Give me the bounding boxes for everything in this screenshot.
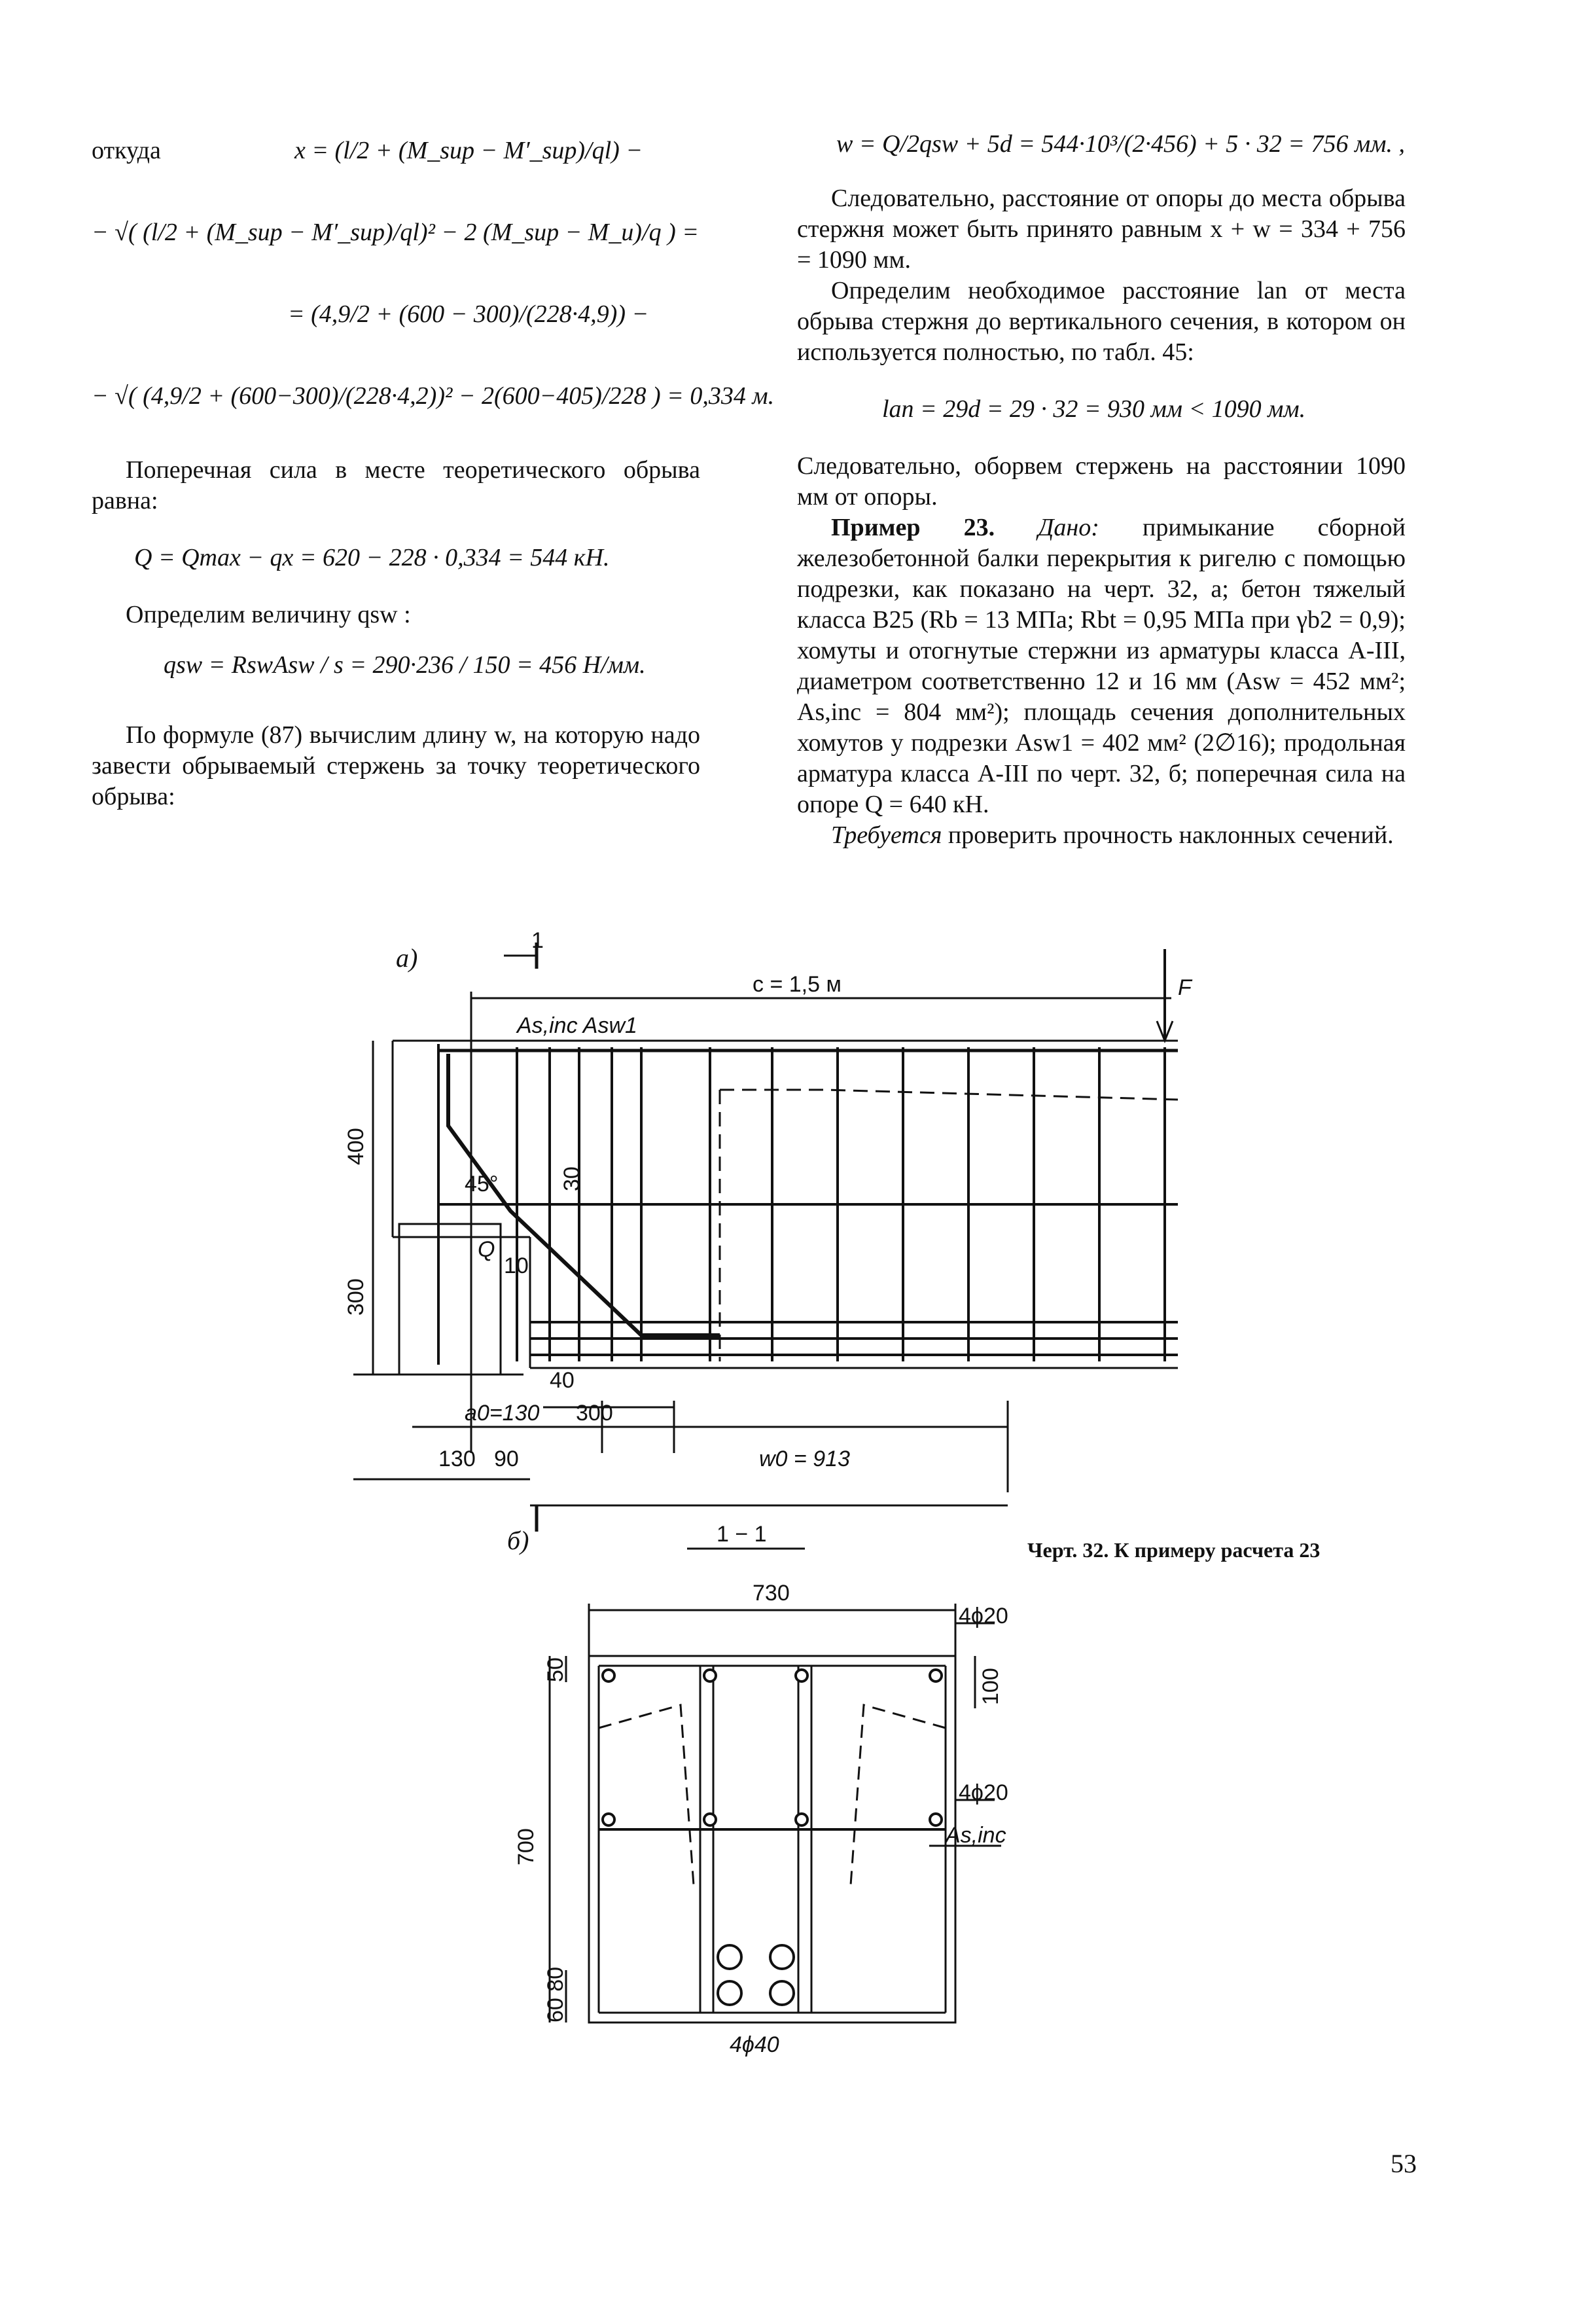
angle-label: 45° xyxy=(465,1172,499,1196)
formula-x2: − √( (l/2 + (M_sup − M′_sup)/ql)² − 2 (M_sup − M_u)/q ) = xyxy=(92,218,699,246)
bottom-bars-label: 4ϕ40 xyxy=(730,2032,779,2057)
top-bars-label: 4ϕ20 xyxy=(959,1604,1008,1628)
paragraph-lan: Определим необходимое расстояние lan от места обрыва стержня до вертикального сечения, в котором он используется полностью, по табл. 45: xyxy=(797,277,1406,366)
formula-Q: Q = Qmax − qx = 620 − 228 · 0,334 = 544 кН. xyxy=(134,544,610,571)
formula-x-line1 xyxy=(92,111,700,190)
figure-b-drawing xyxy=(471,1519,1047,2062)
dim-300-vertical: 300 xyxy=(344,1278,368,1316)
dim-40: 40 xyxy=(550,1368,575,1393)
example-text: примыкание сборной железобетонной балки перекрытия к ригелю с помощью подрезки, как показано на черт. 32, а; бетон тяжелый класса В25 (Rb = 13 МПа; Rbt = 0,95 МПа при γb2 = 0,9); хомуты и отогнутые стержни из арматуры класса А-III, диаметром соответственно 12 и 16 мм (Asw = 452 мм²; As,inc = 804 мм²); площадь сечения дополнительных хомутов у подрезки Asw1 = 402 мм² (2∅16); продольная арматура класса А-III по черт. 32, б; поперечная сила на опоре Q = 640 кН. xyxy=(797,514,1406,818)
formula-x-line2 xyxy=(92,190,700,275)
paragraph-break-distance: Следовательно, расстояние от опоры до места обрыва стержня может быть принято равным x + w = 334 + 756 = 1090 мм. xyxy=(797,185,1406,274)
formula-x4: − √( (4,9/2 + (600−300)/(228·4,2))² − 2(600−405)/228 ) = 0,334 м. xyxy=(92,382,775,410)
paragraph-required xyxy=(797,820,1406,851)
figure-b-label: б) xyxy=(507,1526,529,1555)
reinforcement-label: As,inc Asw1 xyxy=(517,1013,637,1038)
required-text: проверить прочность наклонных сечений. xyxy=(948,821,1394,849)
As-inc-label: As,inc xyxy=(946,1823,1006,1848)
width-730: 730 xyxy=(753,1581,790,1606)
formula-x3: = (4,9/2 + (600 − 300)/(228·4,9)) − xyxy=(288,300,649,328)
formula-w: w = Q/2qsw + 5d = 544·10³/(2·456) + 5 · 32 = 756 мм. , xyxy=(836,130,1405,158)
formula-lan: lan = 29d = 29 · 32 = 930 мм < 1090 мм. xyxy=(882,395,1306,423)
figure-a-label: а) xyxy=(396,943,418,973)
formula-x-line3 xyxy=(92,275,700,353)
page-number: 53 xyxy=(1391,2149,1417,2178)
paragraph-example23 xyxy=(797,512,1406,820)
paragraph-shear-force: Поперечная сила в месте теоретического обрыва равна: xyxy=(92,456,700,514)
formula-x-line4 xyxy=(92,353,775,439)
dim-90: 90 xyxy=(494,1447,519,1471)
mid-bars-label: 4ϕ20 xyxy=(959,1780,1008,1805)
formula-x1: x = (l/2 + (M_sup − M′_sup)/ql) − xyxy=(294,136,643,164)
dano-label: Дано: xyxy=(1038,514,1099,541)
required-label: Требуется xyxy=(831,821,942,849)
otkuda-label: откуда xyxy=(92,136,161,164)
figure-caption: Черт. 32. К примеру расчета 23 xyxy=(1027,1538,1321,1562)
left-column xyxy=(92,111,775,812)
paragraph-cut-bar: Следовательно, оборвем стержень на расстоянии 1090 мм от опоры. xyxy=(797,452,1406,511)
paragraph-formula87: По формуле (87) вычислим длину w, на которую надо завести обрываемый стержень за точку теоретического обрыва: xyxy=(92,721,700,810)
dim-60-80: 60 80 xyxy=(543,1966,568,2022)
dim-a0: a0=130 xyxy=(465,1401,540,1426)
dim-30: 30 xyxy=(559,1166,584,1191)
dim-300-horizontal: 300 xyxy=(576,1401,613,1426)
dim-10: 10 xyxy=(504,1253,529,1278)
c-dimension: c = 1,5 м xyxy=(753,972,842,997)
example-title: Пример 23. xyxy=(831,514,995,541)
dim-100: 100 xyxy=(978,1668,1003,1705)
dim-400: 400 xyxy=(344,1128,368,1165)
height-700: 700 xyxy=(514,1828,539,1865)
figure-a-drawing xyxy=(344,928,1269,1532)
paragraph-qsw: Определим величину qsw : xyxy=(126,601,411,628)
dim-w0: w0 = 913 xyxy=(759,1447,850,1471)
section-mark-top: 1 xyxy=(531,928,544,953)
formula-qsw: qsw = RswAsw / s = 290·236 / 150 = 456 Н/мм. xyxy=(164,651,646,679)
force-label: F xyxy=(1178,975,1192,1000)
reaction-Q: Q xyxy=(478,1237,495,1262)
dim-130: 130 xyxy=(438,1447,476,1471)
right-column xyxy=(797,111,1406,851)
dim-50: 50 xyxy=(543,1657,568,1682)
section-title: 1 − 1 xyxy=(717,1522,767,1547)
